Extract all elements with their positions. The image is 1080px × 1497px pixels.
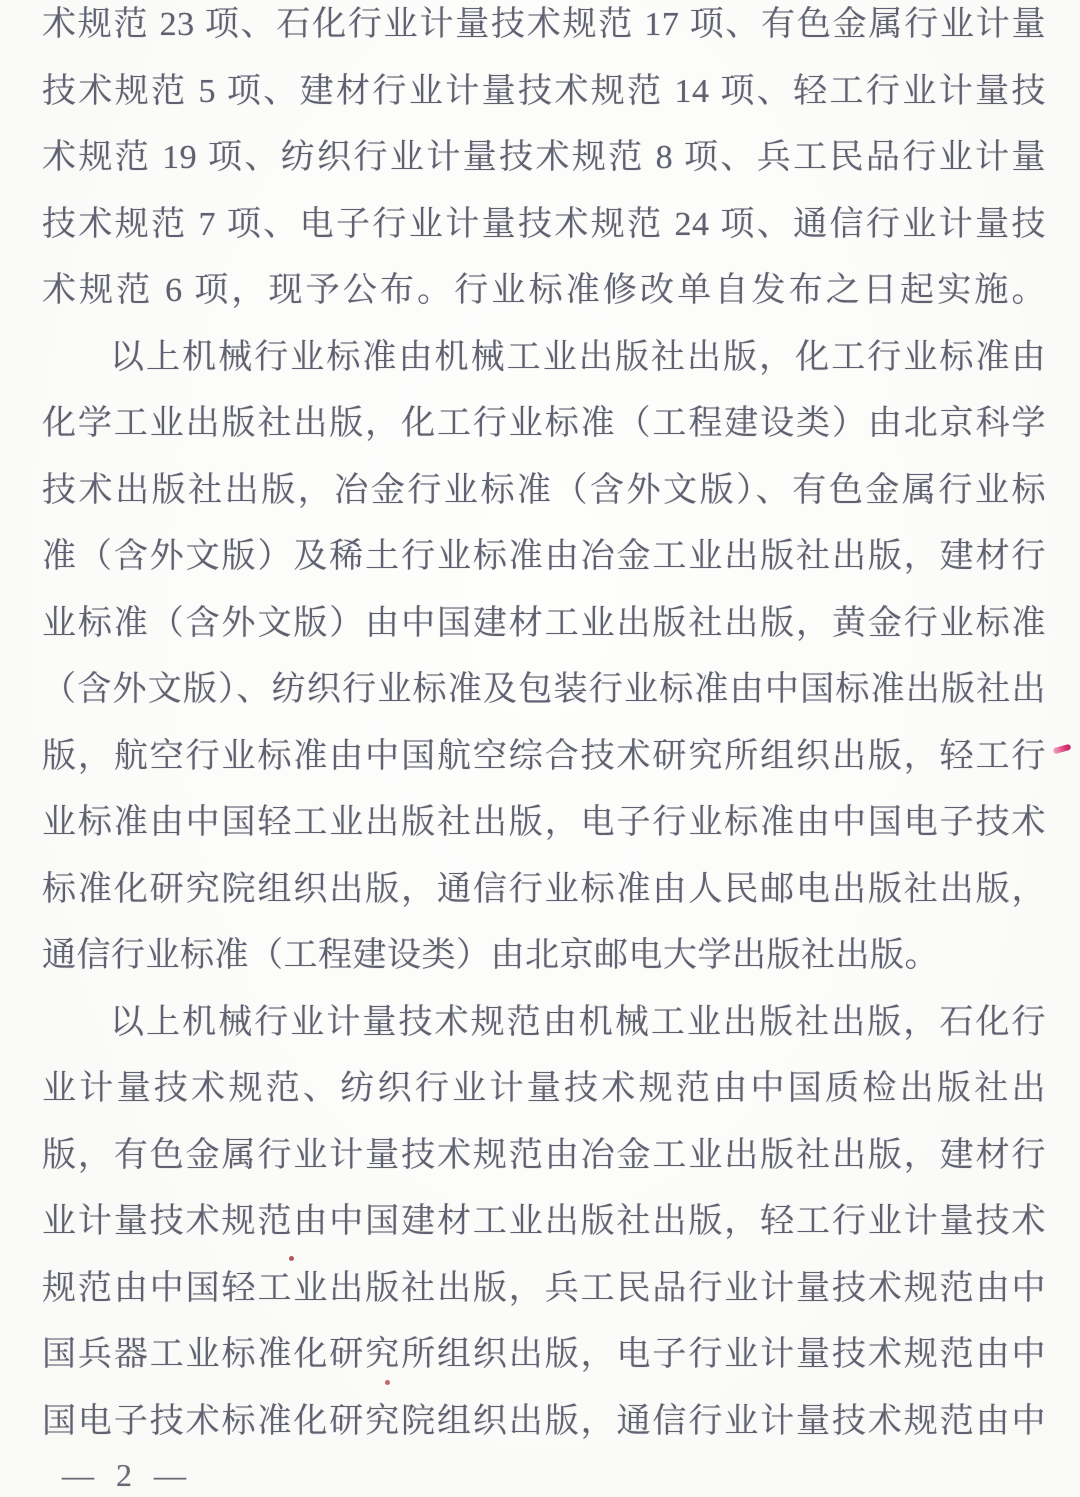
text-line: 版，航空行业标准由中国航空综合技术研究所组织出版，轻工行 <box>42 737 1046 775</box>
text-line: 术规范 19 项、纺织行业计量技术规范 8 项、兵工民品行业计量 <box>42 139 1046 176</box>
page-number: — 2 — <box>62 1457 188 1493</box>
text-line: 准（含外文版）及稀土行业标准由冶金工业出版社出版，建材行 <box>42 538 1046 575</box>
text-line: 通信行业标准（工程建设类）由北京邮电大学出版社出版。 <box>42 937 939 974</box>
text-line: 化学工业出版社出版，化工行业标准（工程建设类）由北京科学 <box>42 405 1046 442</box>
red-speck-2 <box>385 1380 390 1385</box>
text-line: 版，有色金属行业计量技术规范由冶金工业出版社出版，建材行 <box>42 1136 1046 1174</box>
document-body <box>42 0 1046 1455</box>
text-line: 国兵器工业标准化研究所组织出版，电子行业计量技术规范由中 <box>42 1336 1046 1373</box>
paragraph <box>42 325 1046 990</box>
text-line: 技术出版社出版，冶金行业标准（含外文版）、有色金属行业标 <box>42 471 1046 509</box>
text-line: 业标准（含外文版）由中国建材工业出版社出版，黄金行业标准 <box>42 604 1046 642</box>
text-line: 技术规范 7 项、电子行业计量技术规范 24 项、通信行业计量技 <box>42 205 1046 243</box>
text-line: 业计量技术规范、纺织行业计量技术规范由中国质检出版社出 <box>42 1070 1046 1107</box>
text-line: 以上机械行业标准由机械工业出版社出版，化工行业标准由 <box>110 338 1046 376</box>
text-line: 业计量技术规范由中国建材工业出版社出版，轻工行业计量技术 <box>42 1203 1046 1240</box>
text-line: 术规范 23 项、石化行业计量技术规范 17 项、有色金属行业计量 <box>42 6 1046 43</box>
text-line: 标准化研究院组织出版，通信行业标准由人民邮电出版社出版， <box>42 870 1046 908</box>
paragraph <box>42 0 1046 325</box>
red-speck-1 <box>289 1256 294 1261</box>
text-line: （含外文版）、纺织行业标准及包装行业标准由中国标准出版社出 <box>42 671 1046 708</box>
text-line: 术规范 6 项，现予公布。行业标准修改单自发布之日起实施。 <box>42 272 1046 309</box>
paragraph <box>42 990 1046 1456</box>
text-line: 以上机械行业计量技术规范由机械工业出版社出版，石化行 <box>110 1003 1046 1041</box>
text-line: 规范由中国轻工业出版社出版，兵工民品行业计量技术规范由中 <box>42 1269 1046 1307</box>
text-line: 国电子技术标准化研究院组织出版，通信行业计量技术规范由中 <box>42 1402 1046 1440</box>
red-ink-smudge <box>1053 744 1072 755</box>
text-line: 技术规范 5 项、建材行业计量技术规范 14 项、轻工行业计量技 <box>42 72 1046 110</box>
text-line: 业标准由中国轻工业出版社出版，电子行业标准由中国电子技术 <box>42 804 1046 841</box>
